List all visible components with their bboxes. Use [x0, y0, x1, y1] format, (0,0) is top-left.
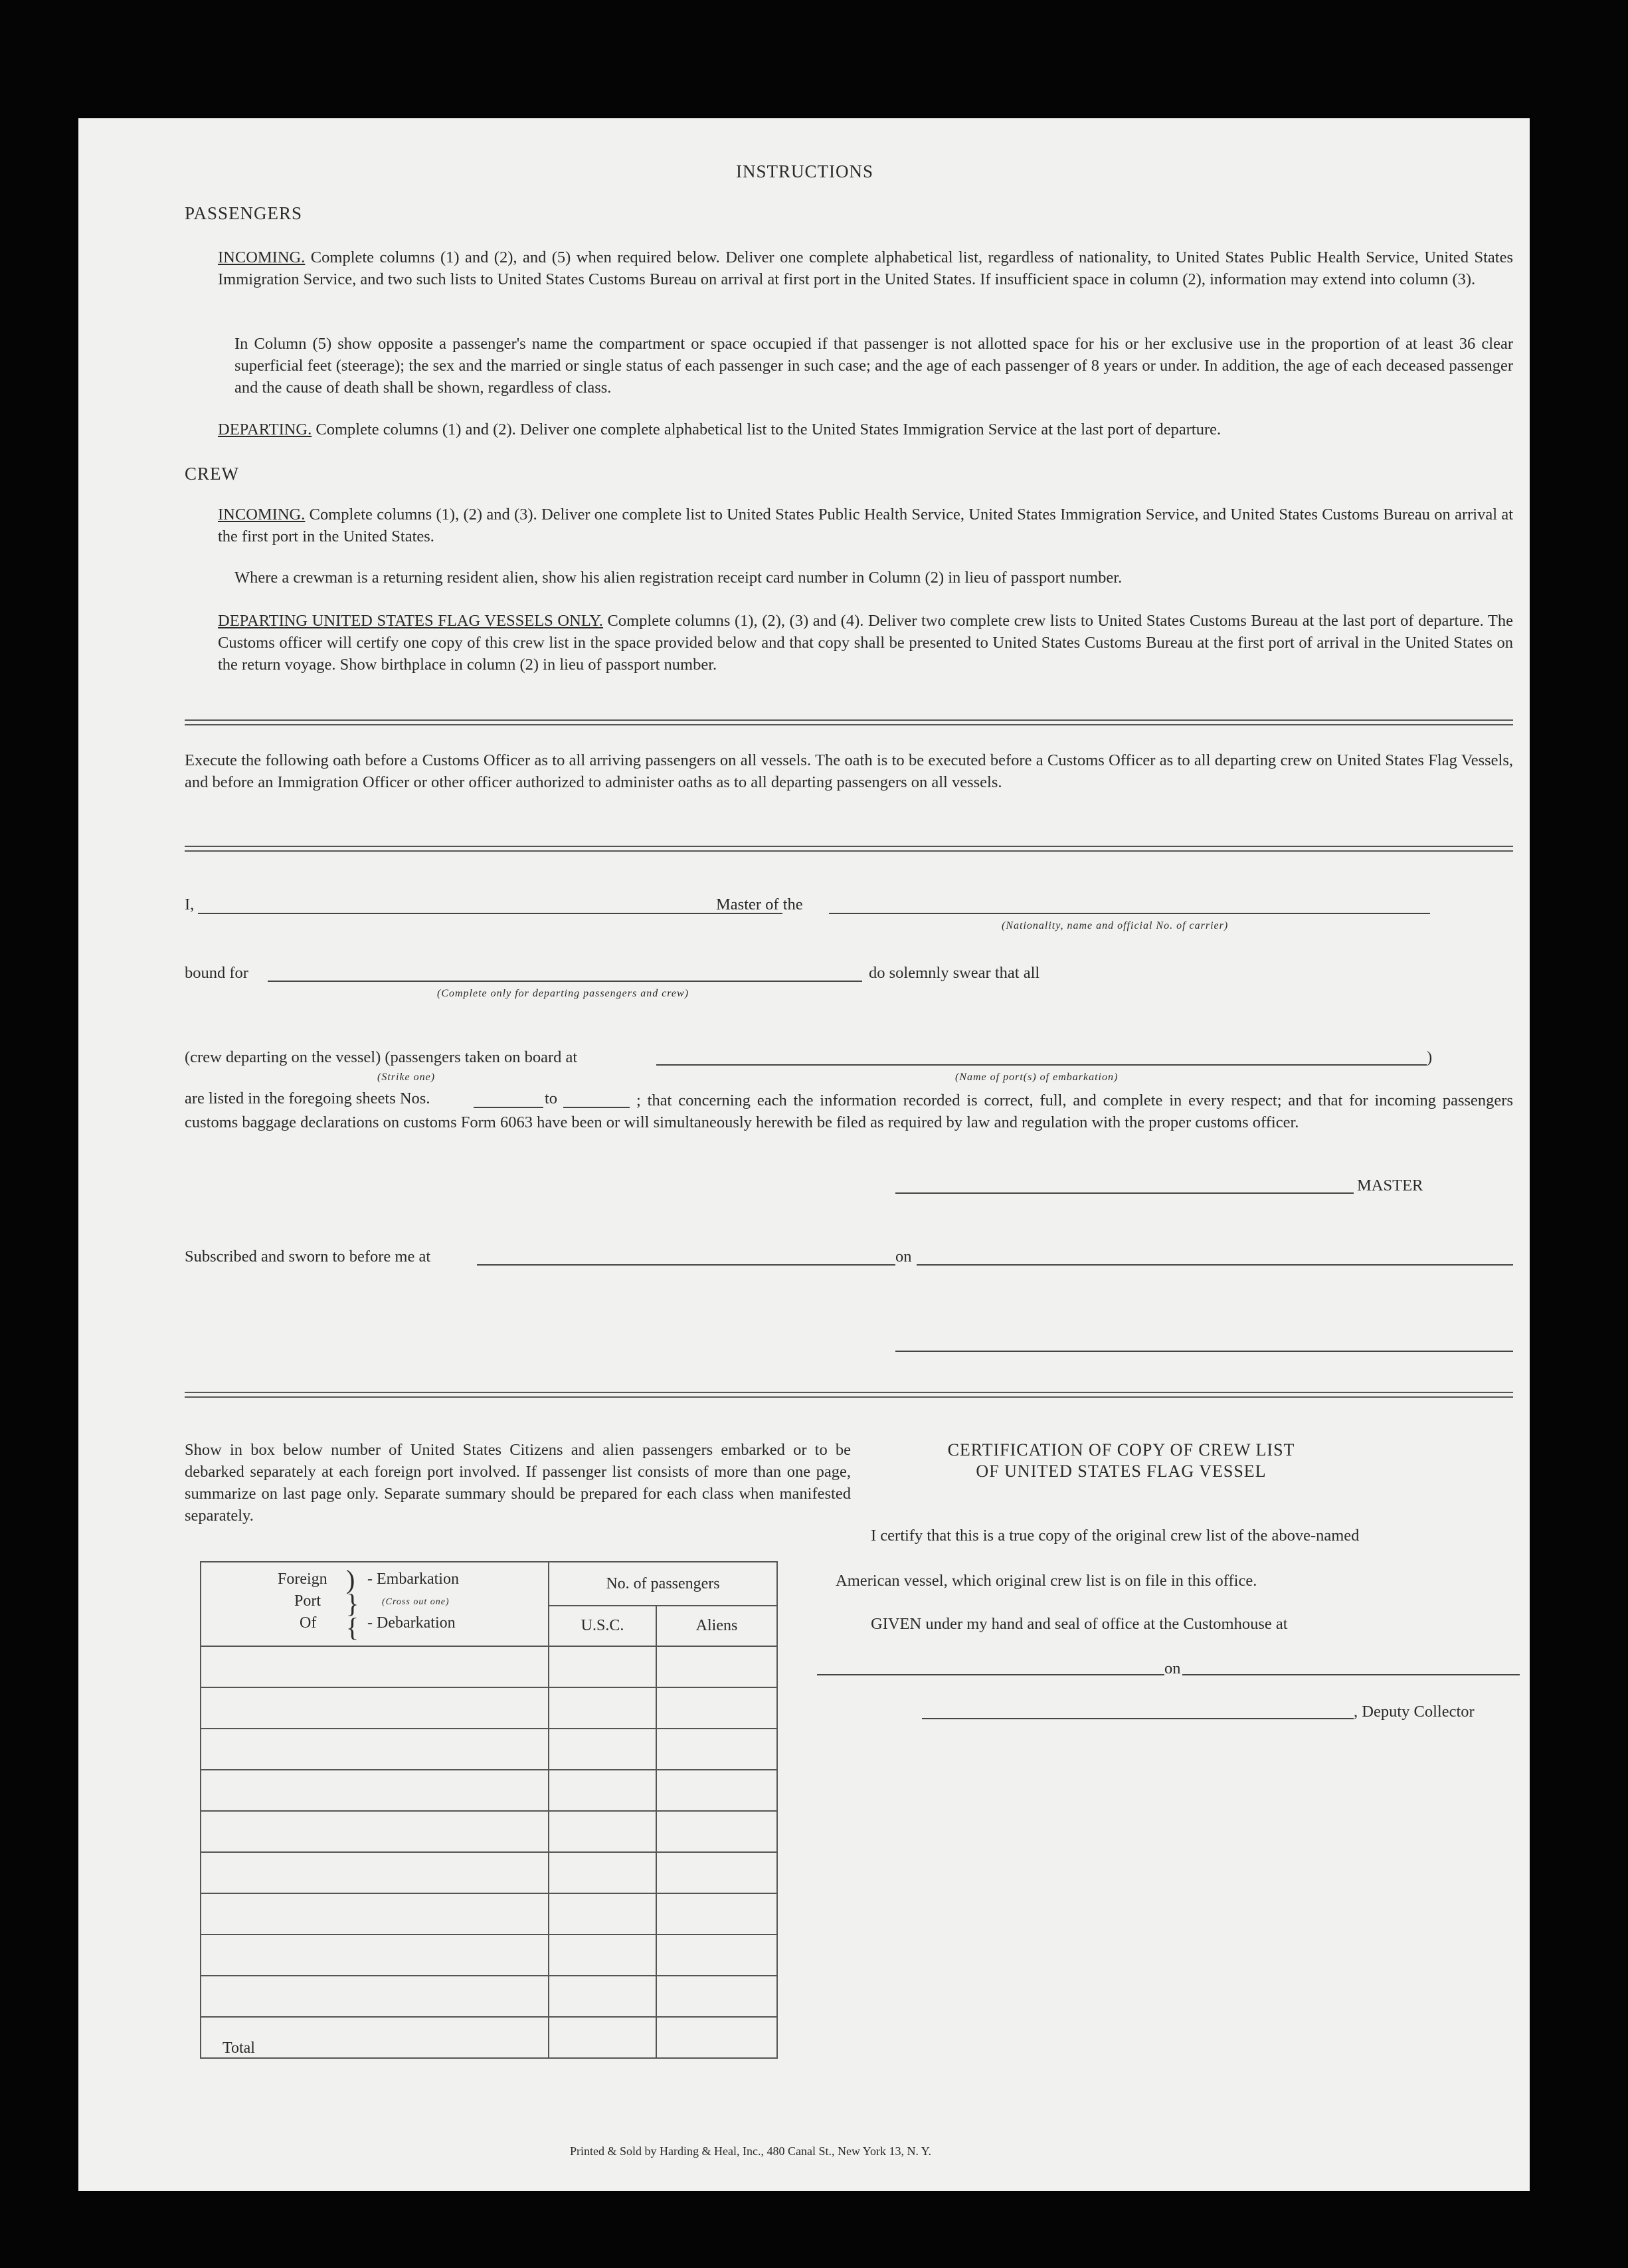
table-row [201, 1852, 777, 1893]
cross-out-caption: (Cross out one) [382, 1597, 450, 1607]
aliens-cell[interactable] [656, 1770, 777, 1811]
subscribed-place-field[interactable] [477, 1264, 895, 1266]
crew-departing-label: DEPARTING UNITED STATES FLAG VESSELS ONLY. [218, 612, 603, 630]
certification-on-label: on [1164, 1659, 1181, 1677]
foreign-label: Foreign [278, 1570, 327, 1588]
aliens-cell[interactable] [656, 1935, 777, 1976]
port-cell[interactable] [201, 1893, 549, 1935]
usc-cell[interactable] [549, 1935, 656, 1976]
close-paren: ) [1427, 1048, 1433, 1066]
total-row [201, 2017, 777, 2058]
passengers-departing-paragraph [218, 419, 1513, 440]
crew-incoming-label: INCOMING. [218, 506, 306, 523]
carrier-caption: (Nationality, name and official No. of carrier) [1002, 920, 1229, 931]
do-swear-label: do solemnly swear that all [869, 964, 1040, 982]
aliens-cell[interactable] [656, 1646, 777, 1687]
port-cell[interactable] [201, 1687, 549, 1729]
carrier-field[interactable] [829, 913, 1430, 914]
summary-intro: Show in box below number of United States Citizens and alien passengers embarked or to be debarked separately at each foreign port involved. If passenger list consists of more than one page, summarize on last page only. Separate summary should be prepared for each class when manifested separately. [185, 1441, 851, 1525]
certification-title-1: CERTIFICATION OF COPY OF CREW LIST [947, 1440, 1295, 1460]
usc-cell[interactable] [549, 1729, 656, 1770]
usc-cell[interactable] [549, 1811, 656, 1852]
passengers-heading: PASSENGERS [185, 203, 303, 223]
aliens-cell[interactable] [656, 1811, 777, 1852]
oath-intro: Execute the following oath before a Customs Officer as to all arriving passengers on all vessels. The oath is to be executed before a Customs Officer as to all departing crew on United States Flag Vessels, and before an Immigration Officer or other officer authorized to administer oaths as to all departing passengers on all vessels. [185, 751, 1513, 791]
crew-departing-paragraph [218, 610, 1513, 676]
deputy-label: , Deputy Collector [1354, 1703, 1475, 1721]
aliens-cell[interactable] [656, 1893, 777, 1935]
ports-caption: (Name of port(s) of embarkation) [955, 1072, 1119, 1083]
strike-caption: (Strike one) [377, 1072, 436, 1083]
summary-table [200, 1561, 778, 2059]
crew-departing-label: (crew departing on the vessel) (passengers taken on board at [185, 1048, 578, 1066]
usc-cell[interactable] [549, 1646, 656, 1687]
table-row [201, 1729, 777, 1770]
aliens-header: Aliens [656, 1606, 777, 1646]
certification-title-2: OF UNITED STATES FLAG VESSEL [976, 1462, 1267, 1481]
bound-caption: (Complete only for departing passengers and crew) [437, 988, 689, 999]
total-label: Total [201, 2017, 549, 2058]
usc-total-cell[interactable] [549, 2017, 656, 2058]
master-of-the-label: Master of the [716, 896, 803, 913]
table-row [201, 1893, 777, 1935]
port-cell[interactable] [201, 1811, 549, 1852]
port-cell[interactable] [201, 1976, 549, 2017]
embarkation-label: - Embarkation [367, 1570, 459, 1588]
usc-cell[interactable] [549, 1976, 656, 2017]
summary-divider [185, 1392, 1513, 1398]
usc-cell[interactable] [549, 1852, 656, 1893]
table-row [201, 1811, 777, 1852]
crew-incoming-paragraph [218, 504, 1513, 547]
port-cell[interactable] [201, 1770, 549, 1811]
certification-text-3: GIVEN under my hand and seal of office at the Customhouse at [871, 1615, 1288, 1633]
crew-departing-text: Complete columns (1), (2), (3) and (4). Deliver two complete crew lists to United States Customs Bureau at the last port of departure. The Customs officer will certify one copy of this crew list in the space provided below and that copy shall be presented to United States Customs Bureau at the first port of arrival in the United States on the return voyage. Show birthplace in column (2) in lieu of passport number. [218, 612, 1513, 674]
passengers-column5-paragraph: In Column (5) show opposite a passenger's name the compartment or space occupied if that passenger is not allotted space for his or her exclusive use in the proportion of at least 36 clear superficial feet (steerage); the sex and the married or single status of each passenger in such case; and the age of each passenger of 8 years or under. In addition, the age of each deceased passenger and the cause of death shall be shown, regardless of class. [234, 335, 1513, 397]
aliens-total-cell[interactable] [656, 2017, 777, 2058]
master-name-field[interactable] [198, 913, 782, 914]
certification-date-field[interactable] [1182, 1674, 1520, 1675]
master-signature-field[interactable] [895, 1192, 1354, 1194]
table-row [201, 1687, 777, 1729]
bound-for-label: bound for [185, 964, 248, 982]
table-row [201, 1976, 777, 2017]
section-divider [185, 719, 1513, 725]
passengers-departing-label: DEPARTING. [218, 421, 312, 438]
aliens-cell[interactable] [656, 1976, 777, 2017]
no-passengers-header: No. of passengers [549, 1562, 777, 1606]
listed-to-label: to [545, 1089, 558, 1107]
aliens-cell[interactable] [656, 1687, 777, 1729]
brace-glyph: ) } { [346, 1564, 359, 1642]
bound-for-field[interactable] [268, 981, 862, 982]
port-cell[interactable] [201, 1935, 549, 1976]
debarkation-label: - Debarkation [367, 1614, 456, 1632]
oath-divider [185, 846, 1513, 852]
usc-header: U.S.C. [549, 1606, 656, 1646]
oath-i-label: I, [185, 896, 195, 913]
form-sheet [78, 118, 1530, 2191]
listed-label: are listed in the foregoing sheets Nos. [185, 1089, 430, 1107]
usc-cell[interactable] [549, 1770, 656, 1811]
table-row [201, 1646, 777, 1687]
subscribed-on-label: on [895, 1248, 912, 1266]
officer-signature-field[interactable] [895, 1351, 1513, 1352]
subscribed-label: Subscribed and sworn to before me at [185, 1248, 431, 1266]
passengers-incoming-label: INCOMING. [218, 248, 306, 266]
certification-text-2: American vessel, which original crew list is on file in this office. [836, 1572, 1257, 1590]
crew-heading: CREW [185, 464, 239, 484]
port-label: Port [294, 1592, 321, 1610]
certification-text-1: I certify that this is a true copy of the original crew list of the above-named [871, 1527, 1360, 1545]
passengers-incoming-text: Complete columns (1) and (2), and (5) when required below. Deliver one complete alphabetical list, regardless of nationality, to United States Public Health Service, United States Immigration Service, and two such lists to United States Customs Bureau on arrival at first port in the United States. If insufficient space in column (2), information may extend into column (3). [218, 248, 1513, 288]
passengers-incoming-paragraph [218, 246, 1513, 290]
port-cell[interactable] [201, 1646, 549, 1687]
listed-paragraph: ; that concerning each the information recorded is correct, full, and complete in every respect; and that for incoming passengers customs baggage declarations on customs Form 6063 have been or will simultaneously herewith be filed as required by law and regulation with the proper customs officer. [185, 1091, 1513, 1131]
of-label: Of [300, 1614, 317, 1632]
page-title: INSTRUCTIONS [736, 161, 874, 181]
subscribed-date-field[interactable] [917, 1264, 1513, 1266]
crew-incoming-text: Complete columns (1), (2) and (3). Deliver one complete list to United States Public Health Service, United States Immigration Service, and United States Customs Bureau on arrival at the first port in the United States. [218, 506, 1513, 545]
port-cell[interactable] [201, 1729, 549, 1770]
usc-cell[interactable] [549, 1893, 656, 1935]
usc-cell[interactable] [549, 1687, 656, 1729]
crew-resident-paragraph: Where a crewman is a returning resident alien, show his alien registration receipt card number in Column (2) in lieu of passport number. [234, 569, 1123, 587]
port-cell[interactable] [201, 1852, 549, 1893]
customhouse-field[interactable] [817, 1674, 1164, 1675]
master-label: MASTER [1357, 1177, 1423, 1194]
printer-footer: Printed & Sold by Harding & Heal, Inc., 480 Canal St., New York 13, N. Y. [570, 2144, 931, 2158]
table-row [201, 1770, 777, 1811]
aliens-cell[interactable] [656, 1852, 777, 1893]
port-header-cell [201, 1562, 549, 1646]
deputy-signature-field[interactable] [922, 1718, 1354, 1719]
table-row [201, 1935, 777, 1976]
ports-field[interactable] [656, 1064, 1427, 1066]
passengers-departing-text: Complete columns (1) and (2). Deliver one complete alphabetical list to the United States Immigration Service at the last port of departure. [316, 421, 1221, 438]
aliens-cell[interactable] [656, 1729, 777, 1770]
